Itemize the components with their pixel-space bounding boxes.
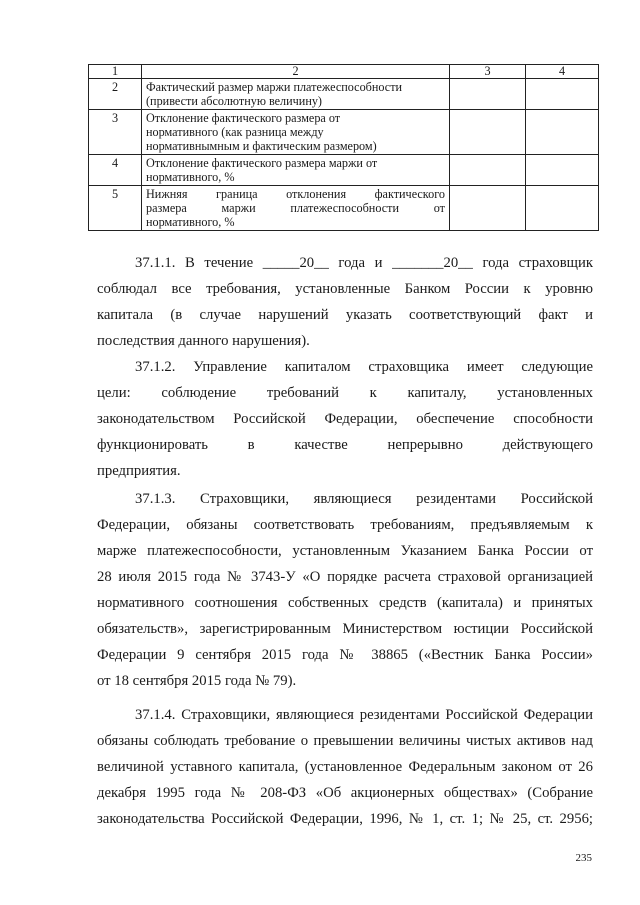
header-col-2: 2 xyxy=(142,65,450,79)
paragraph-line: капитала (в случае нарушений указать соответствующий факт и xyxy=(97,307,593,323)
paragraph-line: нормативного соотношения собственных средств (капитала) и принятых xyxy=(97,595,593,611)
row-description-line: Отклонение фактического размера от xyxy=(146,111,341,125)
row-cell-col-3 xyxy=(450,79,526,110)
paragraph-line: 37.1.4. Страховщики, являющиеся резидентами Российской Федерации xyxy=(135,707,593,723)
table-header-row xyxy=(89,65,599,79)
paragraph-37-1-4 xyxy=(97,702,593,832)
row-cell-col-4 xyxy=(526,186,599,231)
paragraph-line: 37.1.2. Управление капиталом страховщика имеет следующие xyxy=(135,359,593,375)
paragraph-line: последствия данного нарушения). xyxy=(97,333,310,349)
row-description-line: нормативного (как разница между xyxy=(146,125,324,139)
row-cell-col-3 xyxy=(450,186,526,231)
row-description xyxy=(142,110,450,155)
row-description xyxy=(142,186,450,231)
paragraph-37-1-2 xyxy=(97,354,593,484)
row-description-line: (привести абсолютную величину) xyxy=(146,94,322,108)
table-row xyxy=(89,155,599,186)
row-number: 2 xyxy=(89,79,142,110)
row-number: 3 xyxy=(89,110,142,155)
row-description-line: нормативнымным и фактическим размером) xyxy=(146,139,377,153)
paragraph-line: марже платежеспособности, установленным Указанием Банка России от xyxy=(97,543,593,559)
header-col-4: 4 xyxy=(526,65,599,79)
paragraph-line: величиной уставного капитала, (установленное Федеральным законом от 26 xyxy=(97,759,593,775)
table-row xyxy=(89,110,599,155)
paragraph-line: функционировать в качестве непрерывно действующего xyxy=(97,437,593,453)
paragraph-line: соблюдал все требования, установленные Банком России к уровню xyxy=(97,281,593,297)
paragraph-line: обязательств», зарегистрированным Министерством юстиции Российской xyxy=(97,621,593,637)
row-cell-col-3 xyxy=(450,110,526,155)
page-number: 235 xyxy=(575,852,592,864)
margin-table xyxy=(88,64,599,231)
paragraph-line: 37.1.1. В течение _____20__ года и _______20__ года страховщик xyxy=(135,255,593,271)
row-description-line: Отклонение фактического размера маржи от xyxy=(146,156,378,170)
table-row xyxy=(89,186,599,231)
paragraph-line: предприятия. xyxy=(97,463,181,479)
row-cell-col-3 xyxy=(450,155,526,186)
paragraph-line: декабря 1995 года № 208-ФЗ «Об акционерных обществах» (Собрание xyxy=(97,785,593,801)
paragraph-line: от 18 сентября 2015 года № 79). xyxy=(97,673,297,689)
row-description-line: Нижняя граница отклонения фактического xyxy=(146,187,445,201)
paragraph-line: 28 июля 2015 года № 3743-У «О порядке расчета страховой организацией xyxy=(97,569,593,585)
paragraph-line: цели: соблюдение требований к капиталу, установленных xyxy=(97,385,593,401)
header-col-1: 1 xyxy=(89,65,142,79)
row-number: 5 xyxy=(89,186,142,231)
row-description-line: размера маржи платежеспособности от xyxy=(146,201,445,215)
row-description-line: Фактический размер маржи платежеспособности xyxy=(146,80,403,94)
paragraph-line: законодательством Российской Федерации, обеспечение способности xyxy=(97,411,593,427)
paragraph-line: 37.1.3. Страховщики, являющиеся резидентами Российской xyxy=(135,491,593,507)
row-cell-col-4 xyxy=(526,155,599,186)
row-cell-col-4 xyxy=(526,110,599,155)
paragraph-37-1-1 xyxy=(97,250,593,354)
paragraph-line: обязаны соблюдать требование о превышении величины чистых активов над xyxy=(97,733,593,749)
row-cell-col-4 xyxy=(526,79,599,110)
paragraph-line: Федерации 9 сентября 2015 года № 38865 («Вестник Банка России» xyxy=(97,647,593,663)
row-description xyxy=(142,155,450,186)
row-description-line: нормативного, % xyxy=(146,170,235,184)
paragraph-37-1-3 xyxy=(97,486,593,694)
row-number: 4 xyxy=(89,155,142,186)
table-row xyxy=(89,79,599,110)
paragraph-line: законодательства Российской Федерации, 1996, № 1, ст. 1; № 25, ст. 2956; xyxy=(97,811,593,827)
row-description xyxy=(142,79,450,110)
paragraph-line: Федерации, обязаны соответствовать требованиям, предъявляемым к xyxy=(97,517,593,533)
row-description-line: нормативного, % xyxy=(146,215,235,229)
header-col-3: 3 xyxy=(450,65,526,79)
